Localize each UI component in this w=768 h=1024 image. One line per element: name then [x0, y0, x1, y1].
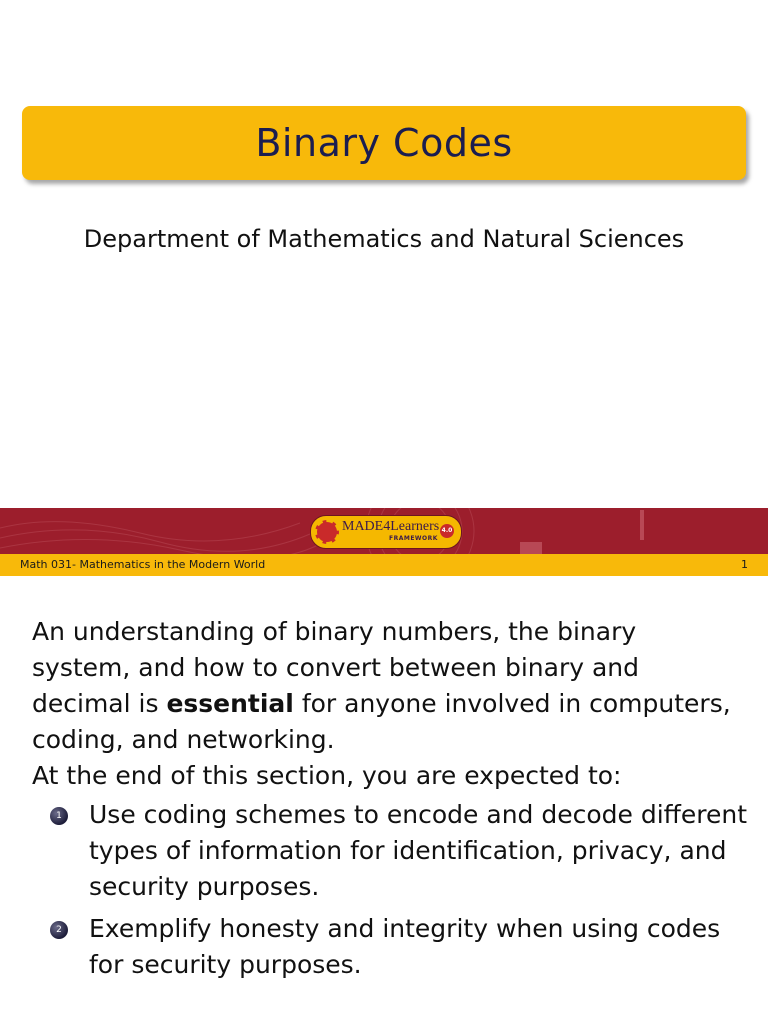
gear-icon [315, 520, 339, 544]
paragraph-text-end: for anyone involved in computers, coding, and networking. [32, 689, 731, 754]
intro-paragraph [32, 614, 742, 758]
slide-footer [0, 554, 768, 576]
page-number: 1 [741, 558, 748, 571]
title-banner [22, 106, 746, 180]
paragraph-emphasis: essential [166, 689, 294, 718]
objectives-slide [0, 578, 768, 1024]
course-name: Math 031- Mathematics in the Modern World [20, 558, 266, 571]
logo-version-badge: 4.0 [440, 524, 454, 538]
logo-wordmark: MADE4Learners [342, 519, 440, 534]
made4learners-logo [310, 515, 462, 549]
institution-banner [0, 508, 768, 554]
numbered-bullet-icon: 1 [50, 807, 68, 825]
list-item-text: Exemplify honesty and integrity when using codes for security purposes. [89, 914, 721, 979]
slide-subtitle: Department of Mathematics and Natural Sciences [83, 225, 685, 253]
objectives-intro: At the end of this section, you are expected to: [32, 761, 622, 790]
numbered-bullet-icon: 2 [50, 921, 68, 939]
paragraph-text-start: An understanding of binary numbers, the binary system, and how to convert between binary and decimal is [32, 617, 640, 718]
list-item-text: Use coding schemes to encode and decode different types of information for identification, privacy, and security purposes. [89, 800, 748, 901]
slide-title: Binary Codes [255, 121, 513, 165]
logo-subtext: FRAMEWORK [389, 535, 438, 542]
